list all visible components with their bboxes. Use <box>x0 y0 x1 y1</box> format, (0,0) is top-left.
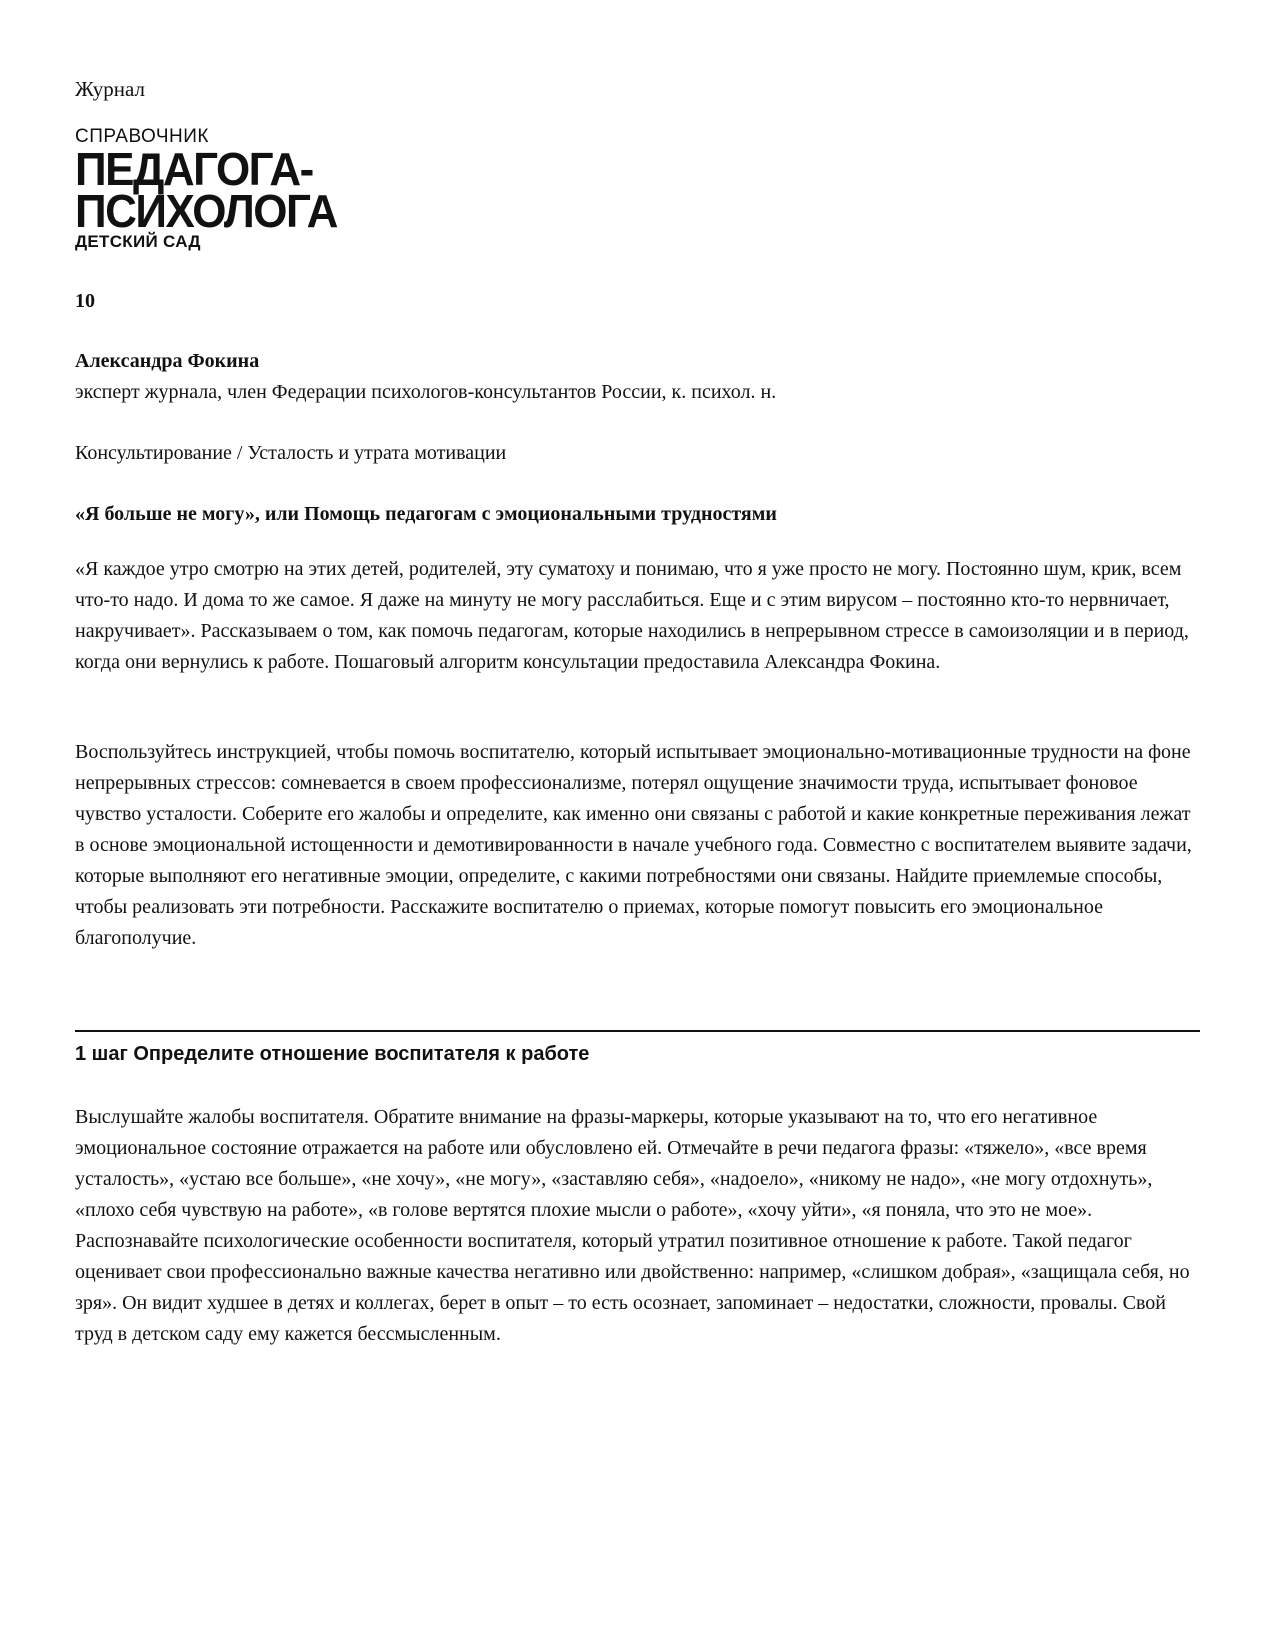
journal-label: Журнал <box>75 77 146 101</box>
section-divider <box>75 1030 1200 1032</box>
rubric-breadcrumb: Консультирование / Усталость и утрата мотивации <box>75 442 507 464</box>
issue-number: 10 <box>75 290 95 312</box>
author-role: эксперт журнала, член Федерации психологов-консультантов России, к. психол. н. <box>75 381 777 403</box>
article-lead: «Я каждое утро смотрю на этих детей, родителей, эту суматоху и понимаю, что я уже просто не могу. Постоянно шум, крик, всем что-то надо. И дома то же самое. Я даже на минуту не могу расслабиться. Еще и с этим вирусом – постоянно кто-то нервничает, накручивает». Рассказываем о том, как помочь педагогам, которые находились в непрерывном стрессе в самоизоляции и в период, когда они вернулись к работе. Пошаговый алгоритм консультации предоставила Александра Фокина. <box>75 558 1189 673</box>
author-name: Александра Фокина <box>75 350 260 372</box>
step-1-text: Выслушайте жалобы воспитателя. Обратите внимание на фразы-маркеры, которые указывают на то, что его негативное эмоциональное состояние отражается на работе или обусловлено ей. Отмечайте в речи педагога фразы: «тяжело», «все время усталость», «устаю все больше», «не хочу», «не могу», «заставляю себя», «надоело», «никому не надо», «не могу отдохнуть», «плохо себя чувствую на работе», «в голове вертятся плохие мысли о работе», «хочу уйти», «я поняла, что это не мое». Распознавайте психологические особенности воспитателя, который утратил позитивное отношение к работе. Такой педагог оценивает свои профессионально важные качества негативно или двойственно: например, «слишком добрая», «защищала себя, но зря». Он видит худшее в детях и коллегах, берет в опыт – то есть осознает, запоминает – недостатки, сложности, провалы. Свой труд в детском саду ему кажется бессмысленным. <box>75 1106 1190 1345</box>
journal-logo <box>75 126 375 252</box>
logo-line-1: ПЕДАГОГА- <box>75 143 313 196</box>
logo-line-2: ПСИХОЛОГА <box>75 185 337 238</box>
article-title: «Я больше не могу», или Помощь педагогам с эмоциональными трудностями <box>75 503 777 525</box>
logo-top-line: СПРАВОЧНИК <box>75 126 209 147</box>
logo-bottom-line: ДЕТСКИЙ САД <box>75 232 201 251</box>
article-intro: Воспользуйтесь инструкцией, чтобы помочь воспитателю, который испытывает эмоционально-мотивационные трудности на фоне непрерывных стрессов: сомневается в своем профессионализме, потерял ощущение значимости труда, испытывает фоновое чувство усталости. Соберите его жалобы и определите, как именно они связаны с работой и какие конкретные переживания лежат в основе эмоциональной истощенности и демотивированности в начале учебного года. Совместно с воспитателем выявите задачи, которые выполняют его негативные эмоции, определите, с какими потребностями они связаны. Найдите приемлемые способы, чтобы реализовать эти потребности. Расскажите воспитателю о приемах, которые помогут повысить его эмоциональное благополучие. <box>75 741 1192 949</box>
step-1-heading: 1 шаг Определите отношение воспитателя к работе <box>75 1043 590 1065</box>
